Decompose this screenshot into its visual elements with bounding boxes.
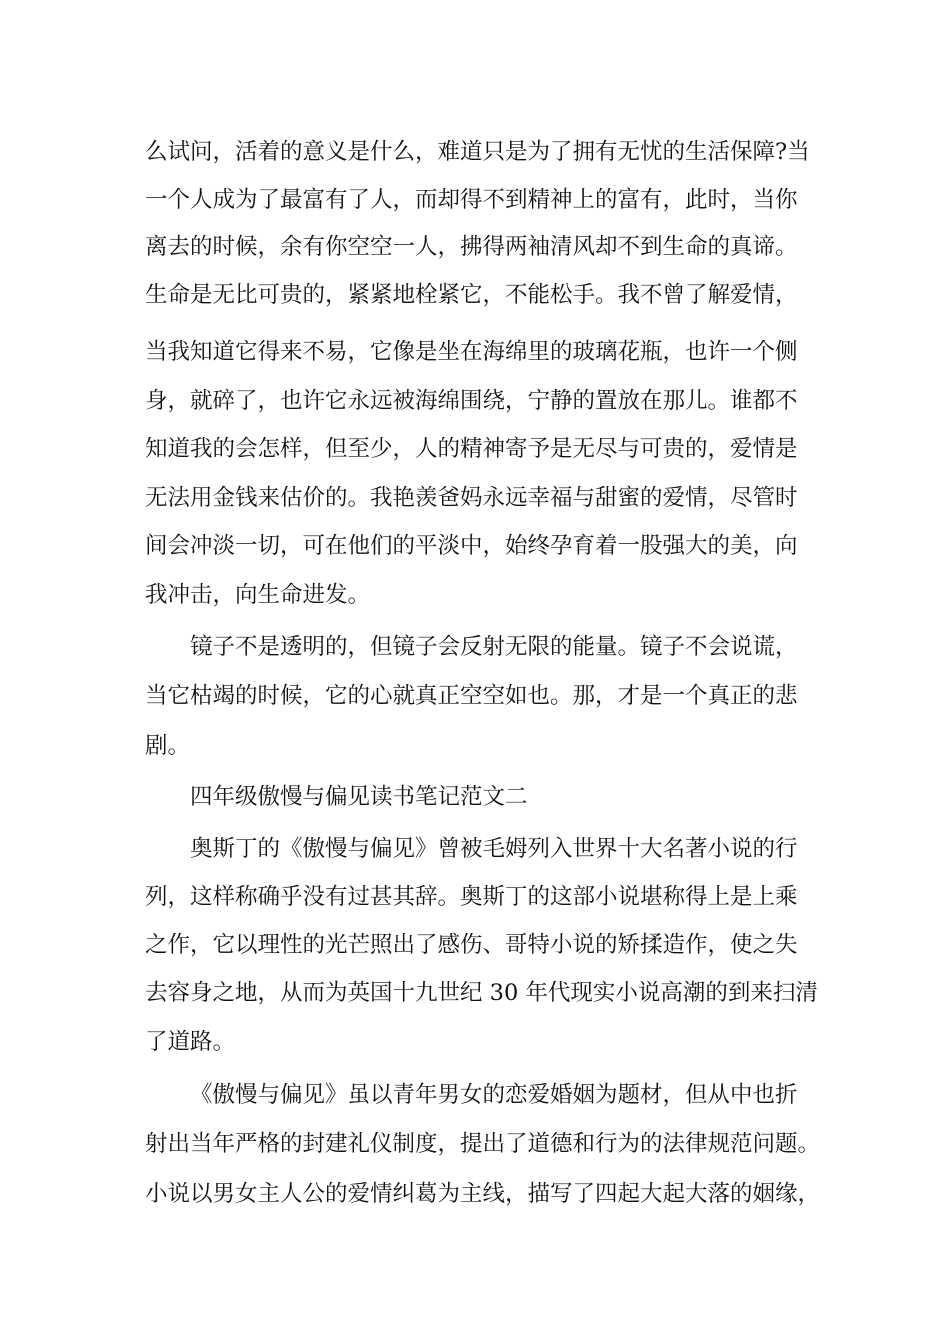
text-line-11: 镜子不是透明的，但镜子会反射无限的能量。镜子不会说谎，	[190, 634, 798, 660]
section-heading: 四年级傲慢与偏见读书笔记范文二	[190, 784, 528, 810]
text-line-10: 我冲击，向生命进发。	[145, 582, 371, 608]
text-line-18: 去容身之地，从而为英国十九世纪 30 年代现实小说高潮的到来扫清	[145, 980, 818, 1006]
text-line-3: 离去的时候，余有你空空一人，拂得两袖清风却不到生命的真谛。	[145, 234, 798, 260]
text-line-22: 小说以男女主人公的爱情纠葛为主线，描写了四起大起大落的姻缘，	[145, 1181, 821, 1207]
text-line-21: 射出当年严格的封建礼仪制度，提出了道德和行为的法律规范问题。	[145, 1131, 821, 1157]
text-line-12: 当它枯竭的时候，它的心就真正空空如也。那，才是一个真正的悲	[145, 683, 798, 709]
text-line-9: 间会冲淡一切，可在他们的平淡中，始终孕育着一股强大的美，向	[145, 533, 798, 559]
text-line-6: 身，就碎了，也许它永远被海绵围绕，宁静的置放在那儿。谁都不	[145, 388, 798, 414]
text-line-1: 么试问，活着的意义是什么，难道只是为了拥有无忧的生活保障?当	[145, 139, 810, 165]
text-line-4: 生命是无比可贵的，紧紧地栓紧它，不能松手。我不曾了解爱情，	[145, 282, 798, 308]
text-line-20: 《傲慢与偏见》虽以青年男女的恋爱婚姻为题材，但从中也折	[190, 1082, 798, 1108]
text-line-15: 奥斯丁的《傲慢与偏见》曾被毛姆列入世界十大名著小说的行	[190, 836, 798, 862]
text-line-16: 列，这样称确乎没有过甚其辞。奥斯丁的这部小说堪称得上是上乘	[145, 884, 798, 910]
text-line-5: 当我知道它得来不易，它像是坐在海绵里的玻璃花瓶，也许一个侧	[145, 339, 798, 365]
text-line-13: 剧。	[145, 733, 191, 759]
text-line-17: 之作，它以理性的光芒照出了感伤、哥特小说的矫揉造作，使之失	[145, 932, 798, 958]
text-line-8: 无法用金钱来估价的。我艳羡爸妈永远幸福与甜蜜的爱情，尽管时	[145, 485, 798, 511]
text-line-19: 了道路。	[145, 1029, 236, 1055]
text-line-7: 知道我的会怎样，但至少，人的精神寄予是无尽与可贵的，爱情是	[145, 436, 798, 462]
text-line-2: 一个人成为了最富有了人，而却得不到精神上的富有，此时，当你	[145, 187, 798, 213]
